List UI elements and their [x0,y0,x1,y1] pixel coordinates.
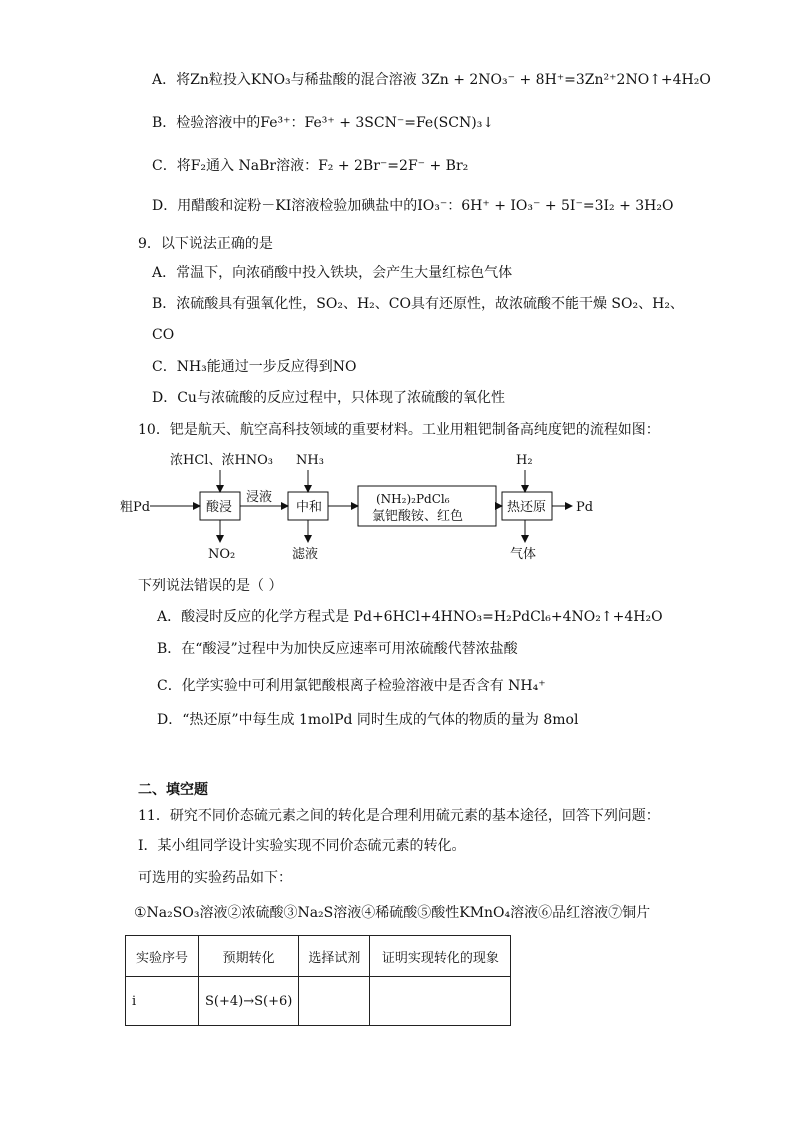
q10-ask: 下列说法错误的是（ ） [138,578,283,594]
th-exp-no: 实验序号 [126,936,199,977]
q9-option-b-cont: CO [152,327,175,343]
q11-stem: 11．研究不同价态硫元素之间的转化是合理利用硫元素的基本途径，回答下列问题： [138,808,660,824]
box-acid-leach-label: 酸浸 [206,500,233,515]
q10-option-a: A．酸浸时反应的化学方程式是 Pd+6HCl+4HNO₃=H₂PdCl₆+4NO₂↑+4H₂O [157,609,663,625]
output-gas-label: 气体 [510,547,537,562]
reagent-nh3-label: NH₃ [296,453,324,468]
box-thermal-reduction-label: 热还原 [507,500,547,515]
reagent-acid-label: 浓HCl、浓HNO₃ [170,453,274,468]
box-product-formula: (NH₂)₂PdCl₆ [376,492,450,506]
q8-option-a: A．将Zn粒投入KNO₃与稀盐酸的混合溶液 3Zn + 2NO₃⁻ + 8H⁺=3Zn²⁺2NO↑+4H₂O [152,72,711,88]
q10-option-d: D．“热还原”中每生成 1molPd 同时生成的气体的物质的量为 8mol [157,712,579,728]
th-reagent: 选择试剂 [299,936,370,977]
start-crude-pd: 粗Pd [120,500,151,515]
q11-drugs-title: 可选用的实验药品如下： [138,870,292,886]
end-pd: Pd [576,500,594,515]
cell-expected: S(+4)→S(+6) [199,977,299,1026]
q9-stem: 9．以下说法正确的是 [138,236,273,252]
q10-option-b: B．在“酸浸”过程中为加快反应速率可用浓硫酸代替浓盐酸 [157,641,518,657]
th-expected: 预期转化 [199,936,299,977]
q10-stem: 10．钯是航天、航空高科技领域的重要材料。工业用粗钯制备高纯度钯的流程如图： [138,422,660,438]
output-filtrate-label: 滤液 [292,547,319,562]
output-no2-label: NO₂ [208,547,236,562]
experiment-table [125,935,511,1026]
q9-option-a: A．常温下，向浓硝酸中投入铁块，会产生大量红棕色气体 [152,265,513,281]
section-title: 二、填空题 [138,782,208,798]
q10-option-c: C．化学实验中可利用氯钯酸根离子检验溶液中是否含有 NH₄⁺ [157,678,546,694]
th-phenomenon: 证明实现转化的现象 [370,936,511,977]
q8-option-d: D．用醋酸和淀粉－KI溶液检验加碘盐中的IO₃⁻：6H⁺ + IO₃⁻ + 5I⁻=3I₂ + 3H₂O [152,198,674,214]
cell-exp-no: i [126,977,199,1026]
link-leachate-label: 浸液 [246,490,273,505]
reagent-h2-label: H₂ [516,453,533,468]
q8-option-c: C．将F₂通入 NaBr溶液：F₂ + 2Br⁻=2F⁻ + Br₂ [152,158,469,174]
cell-reagent[interactable] [299,977,370,1026]
q8-option-b: B．检验溶液中的Fe³⁺：Fe³⁺ + 3SCN⁻=Fe(SCN)₃↓ [152,115,495,131]
q9-option-c: C．NH₃能通过一步反应得到NO [152,359,357,375]
q9-option-d: D．Cu与浓硫酸的反应过程中，只体现了浓硫酸的氧化性 [152,390,505,406]
flow-diagram [120,448,640,570]
cell-phenomenon[interactable] [370,977,511,1026]
q9-option-b: B．浓硫酸具有强氧化性，SO₂、H₂、CO具有还原性，故浓硫酸不能干燥 SO₂、H₂、 [152,296,684,312]
q11-drugs-list: ①Na₂SO₃溶液②浓硫酸③Na₂S溶液④稀硫酸⑤酸性KMnO₄溶液⑥品红溶液⑦铜片 [134,905,651,921]
box-neutralize-label: 中和 [296,500,323,515]
q11-part1: I．某小组同学设计实验实现不同价态硫元素的转化。 [138,838,466,854]
box-product-name: 氯钯酸铵、红色 [372,509,464,524]
